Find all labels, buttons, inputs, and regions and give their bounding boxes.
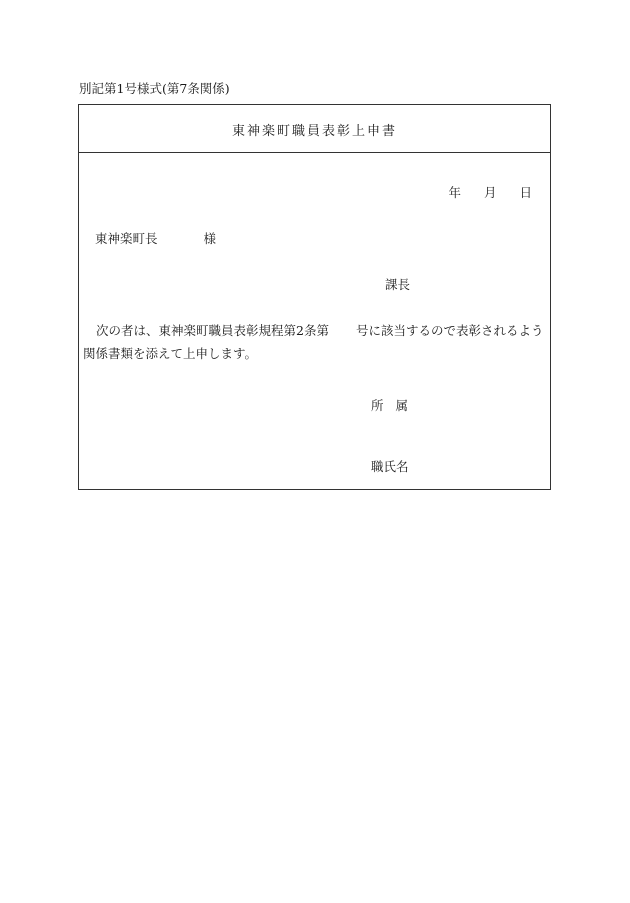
form-box	[78, 104, 551, 490]
date-month: 月	[483, 185, 497, 200]
date-year: 年	[448, 185, 461, 200]
date-line	[448, 183, 532, 201]
sender-title: 課長	[385, 277, 411, 292]
affiliation-label	[371, 396, 408, 414]
affiliation-char-2: 属	[395, 398, 409, 413]
name-label: 職氏名	[371, 459, 409, 474]
addressee-honorific: 様	[203, 231, 217, 246]
title-row	[79, 105, 550, 153]
addressee	[95, 229, 216, 247]
date-day: 日	[519, 185, 532, 200]
body-text	[83, 319, 551, 365]
addressee-name: 東神楽町長	[95, 231, 158, 246]
body-text-part1: 次の者は、東神楽町職員表彰規程第2条第	[96, 323, 329, 338]
affiliation-char-1: 所	[371, 398, 384, 413]
form-title: 東神楽町職員表彰上申書	[231, 124, 397, 139]
form-label: 別記第1号様式(第7条関係)	[79, 81, 230, 96]
body-text-part2: 号に該当するので表彰されるよう関係書類を添えて上申します。	[83, 323, 544, 361]
